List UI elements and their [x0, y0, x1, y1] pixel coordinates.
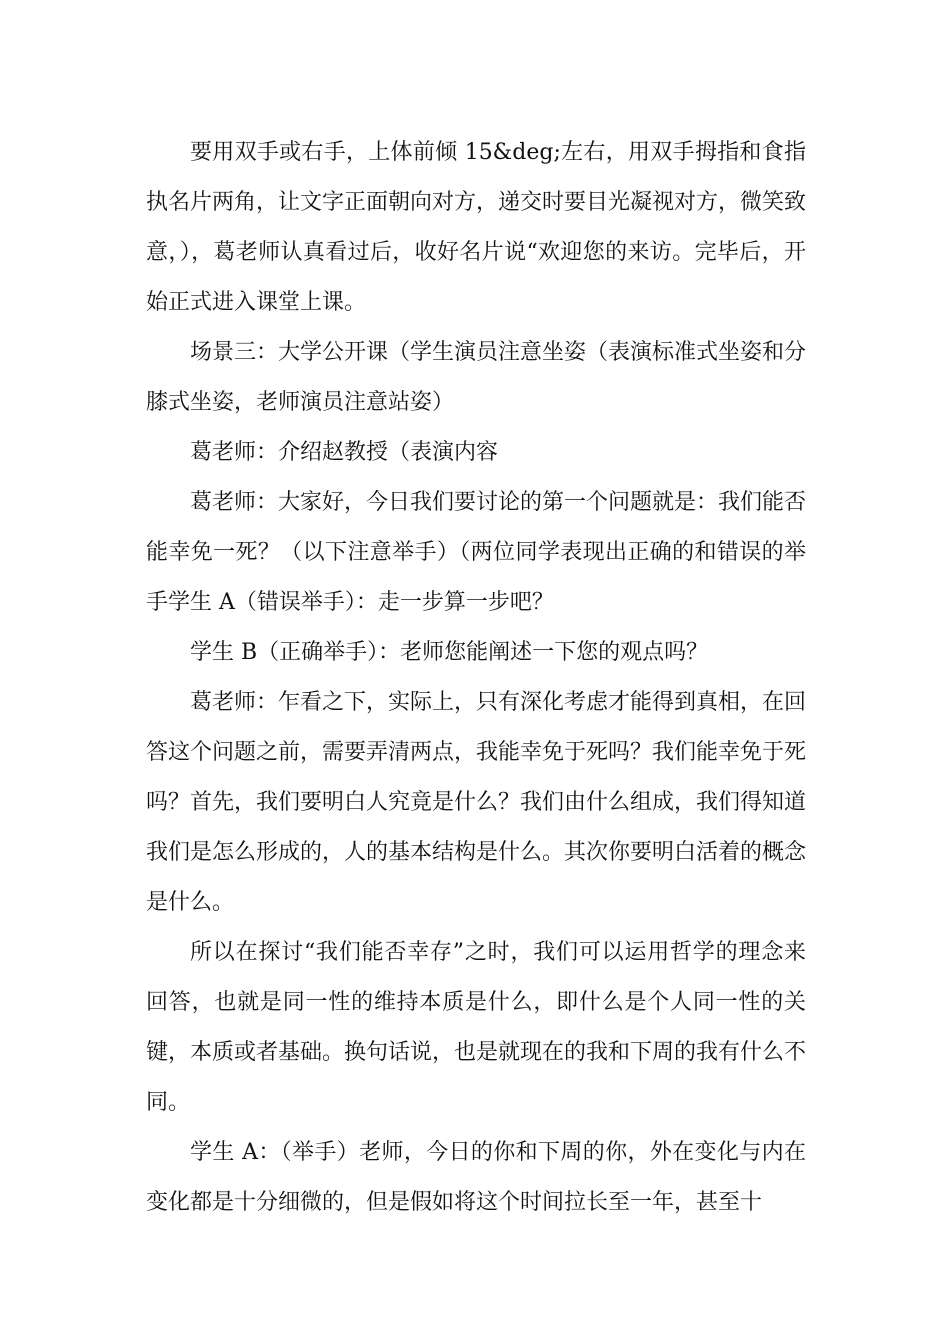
paragraph-1: 要用双手或右手，上体前倾 15&deg;左右，用双手拇指和食指执名片两角，让文字正面朝向对方，递交时要目光凝视对方，微笑致意，），葛老师认真看过后，收好名片说“欢迎您的来访。完毕后，开始正式进入课堂上课。 — [146, 140, 807, 315]
paragraph-5: 学生 B（正确举手）：老师您能阐述一下您的观点吗？ — [190, 640, 709, 665]
paragraph-4: 葛老师：大家好，今日我们要讨论的第一个问题就是：我们能否能幸免一死？（以下注意举手）（两位同学表现出正确的和错误的举手学生 A（错误举手）：走一步算一步吧？ — [146, 490, 807, 615]
paragraph-6: 葛老师：乍看之下，实际上，只有深化考虑才能得到真相，在回答这个问题之前，需要弄清两点，我能幸免于死吗？我们能幸免于死吗？首先，我们要明白人究竟是什么？我们由什么组成，我们得知道我们是怎么形成的，人的基本结构是什么。其次你要明白活着的概念是什么。 — [146, 690, 807, 915]
paragraph-3: 葛老师：介绍赵教授（表演内容 — [190, 440, 499, 465]
paragraph-7: 所以在探讨“我们能否幸存”之时，我们可以运用哲学的理念来回答，也就是同一性的维持本质是什么，即什么是个人同一性的关键，本质或者基础。换句话说，也是就现在的我和下周的我有什么不同。 — [146, 940, 807, 1115]
paragraph-2: 场景三：大学公开课（学生演员注意坐姿（表演标准式坐姿和分膝式坐姿，老师演员注意站姿） — [146, 340, 807, 415]
paragraph-8: 学生 A：（举手）老师，今日的你和下周的你，外在变化与内在变化都是十分细微的，但是假如将这个时间拉长至一年，甚至十 — [146, 1140, 806, 1215]
body-text — [146, 128, 806, 1228]
